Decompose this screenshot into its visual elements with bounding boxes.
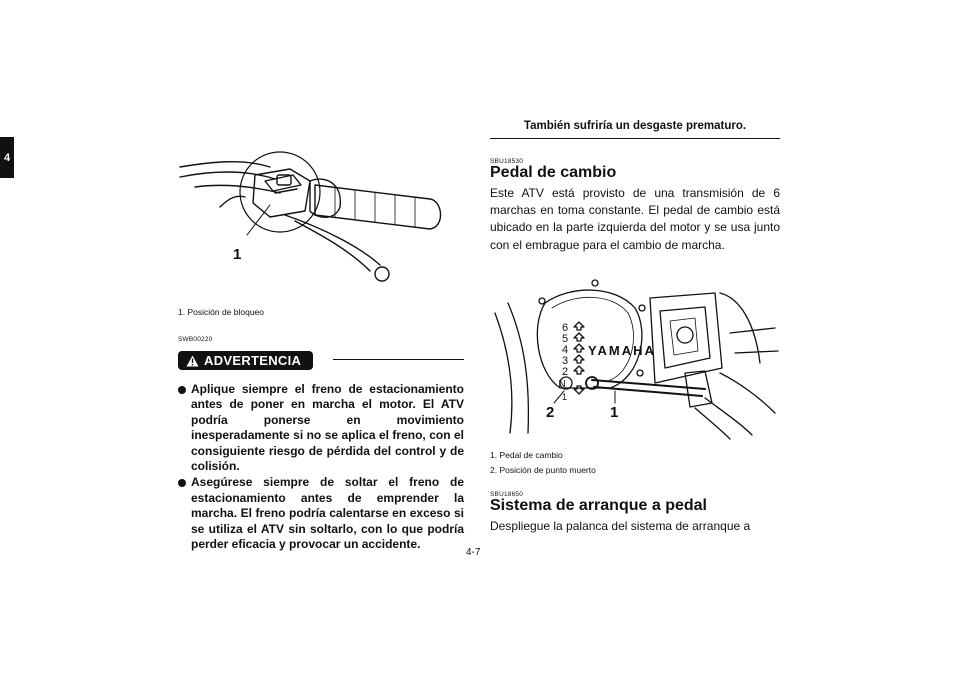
warning-block <box>178 336 464 553</box>
section-2-code: SBU18650 <box>490 491 524 498</box>
warning-bullet: Asegúrese siempre de soltar el freno de estacionamiento antes de emprender la marcha. El freno podría calentarse en exceso si se utiliza el ATV sin soltarlo, con lo que podría perder eficacia y provocar un accidente. <box>178 475 464 553</box>
handlebar-lock-illustration <box>175 147 465 294</box>
warning-list <box>178 382 464 554</box>
gear-label: 1 <box>562 392 568 402</box>
warning-label: ADVERTENCIA <box>204 353 302 368</box>
gear-label: N <box>558 379 566 390</box>
section-2-title: Sistema de arranque a pedal <box>490 497 707 514</box>
gear-label: 4 <box>562 344 569 356</box>
figure-2-caption <box>490 448 596 478</box>
chapter-tab <box>0 137 14 178</box>
figure-2-callout: 2 <box>546 404 555 421</box>
section-2-body: Despliegue la palanca del sistema de arranque a <box>490 519 751 533</box>
brand-logo: YAMAHA <box>588 343 656 358</box>
figure-2-callout: 1 <box>610 404 619 421</box>
warning-bullet: Aplique siempre el freno de estacionamiento antes de poner en marcha el motor. El ATV podría ponerse en movimiento inesperadamente si no se aplica el freno, con el consiguiente riesgo de pérdida del control y de colisión. <box>178 382 464 476</box>
section-1-body: Este ATV está provisto de una transmisión de 6 marchas en toma constante. El pedal de cambio está ubicado en la parte izquierda del motor y se usa junto con el embrague para el cambio de marcha. <box>490 186 780 252</box>
figure-1-callout: 1 <box>233 246 242 263</box>
caption-item: 1. Posición de bloqueo <box>178 307 265 317</box>
page-number: 4-7 <box>466 547 481 558</box>
gear-label: 5 <box>562 333 569 345</box>
shift-pedal-illustration <box>490 273 780 441</box>
running-head: También sufriría un desgaste prematuro. <box>523 120 747 132</box>
section-1-code: SBU18530 <box>490 158 524 165</box>
section-1-title: Pedal de cambio <box>490 164 617 181</box>
figure-1-caption <box>178 305 264 320</box>
warning-code: SWB00220 <box>178 336 213 343</box>
gear-label: 3 <box>562 355 569 367</box>
running-head-rule <box>490 138 780 139</box>
caption-item: 1. Pedal de cambio <box>490 450 563 460</box>
warning-rule <box>333 359 464 360</box>
gear-label: 6 <box>562 322 569 334</box>
gear-label: 2 <box>562 366 569 378</box>
caption-item: 2. Posición de punto muerto <box>490 465 596 475</box>
chapter-tab-number: 4 <box>3 151 11 164</box>
warning-banner <box>178 351 313 370</box>
warning-triangle-icon <box>186 355 199 367</box>
